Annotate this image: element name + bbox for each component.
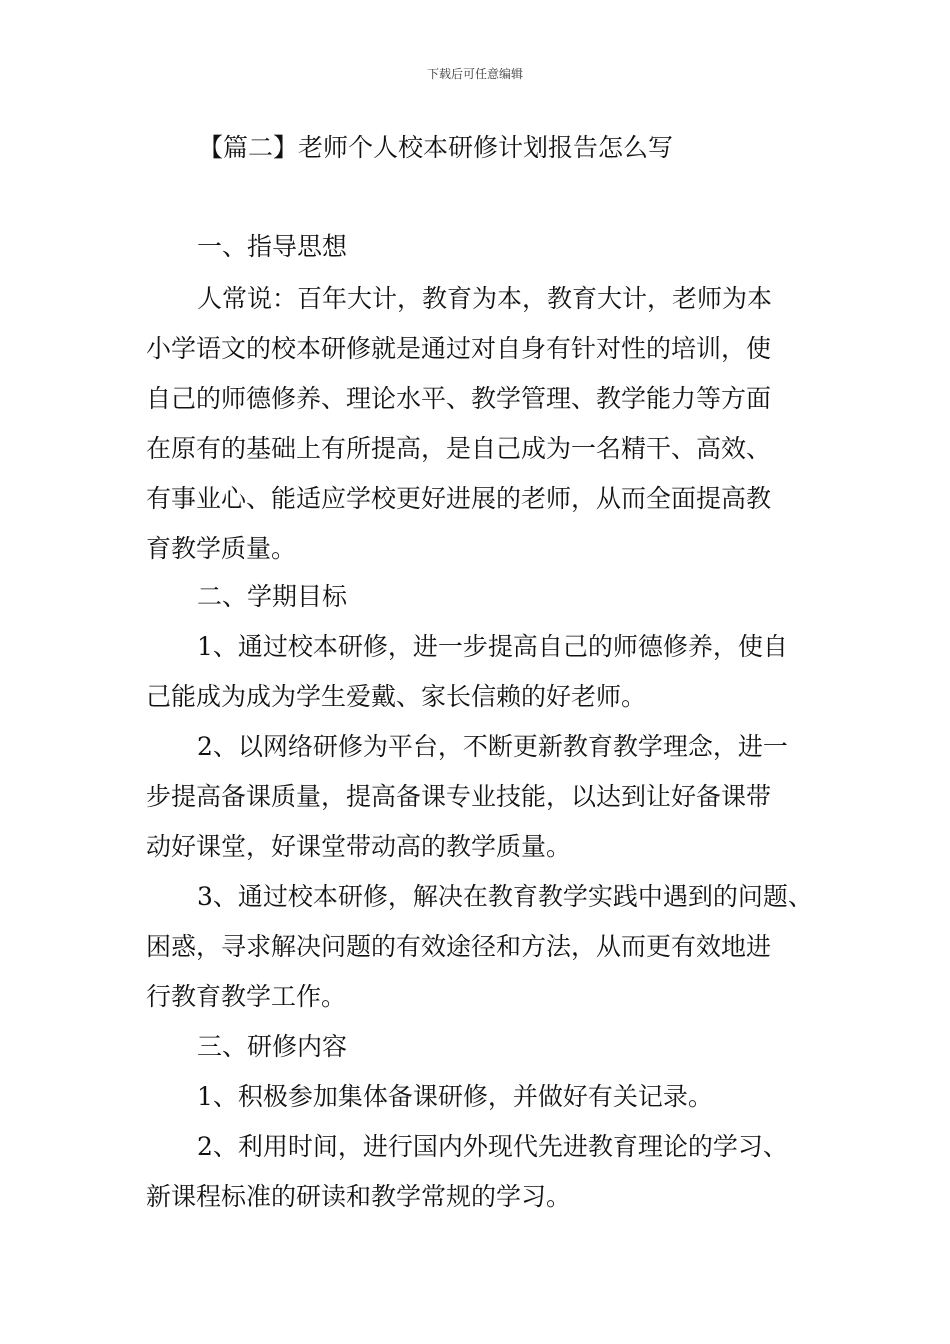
paragraph-line: 有事业心、能适应学校更好进展的老师，从而全面提高教 — [146, 484, 772, 513]
section-heading-training-content: 三、研修内容 — [197, 1032, 348, 1061]
paragraph-line: 新课程标准的研读和教学常规的学习。 — [146, 1182, 572, 1211]
paragraph-line: 小学语文的校本研修就是通过对自身有针对性的培训，使 — [146, 334, 772, 363]
paragraph-line: 动好课堂，好课堂带动高的教学质量。 — [146, 832, 572, 861]
paragraph-line: 自己的师德修养、理论水平、教学管理、教学能力等方面 — [146, 384, 772, 413]
paragraph-line: 1、通过校本研修，进一步提高自己的师德修养，使自 — [197, 632, 788, 661]
paragraph-line: 1、积极参加集体备课研修，并做好有关记录。 — [197, 1082, 713, 1111]
paragraph-line: 3、通过校本研修，解决在教育教学实践中遇到的问题、 — [197, 882, 813, 911]
paragraph-line: 2、以网络研修为平台，不断更新教育教学理念，进一 — [197, 732, 788, 761]
paragraph-line: 育教学质量。 — [146, 534, 297, 563]
paragraph-line: 己能成为成为学生爱戴、家长信赖的好老师。 — [146, 682, 647, 711]
paragraph-line: 人常说：百年大计，教育为本，教育大计，老师为本 — [197, 284, 773, 313]
section-heading-guiding-idea: 一、指导思想 — [197, 232, 348, 261]
paragraph-line: 步提高备课质量，提高备课专业技能，以达到让好备课带 — [146, 782, 772, 811]
paragraph-line: 行教育教学工作。 — [146, 982, 347, 1011]
section-heading-semester-goals: 二、学期目标 — [197, 582, 348, 611]
paragraph-line: 在原有的基础上有所提高，是自己成为一名精干、高效、 — [146, 434, 772, 463]
paragraph-line: 2、利用时间，进行国内外现代先进教育理论的学习、 — [197, 1132, 788, 1161]
document-title: 【篇二】老师个人校本研修计划报告怎么写 — [198, 133, 674, 162]
page-header-note: 下载后可任意编辑 — [426, 67, 523, 81]
paragraph-line: 困惑，寻求解决问题的有效途径和方法，从而更有效地进 — [146, 932, 772, 961]
